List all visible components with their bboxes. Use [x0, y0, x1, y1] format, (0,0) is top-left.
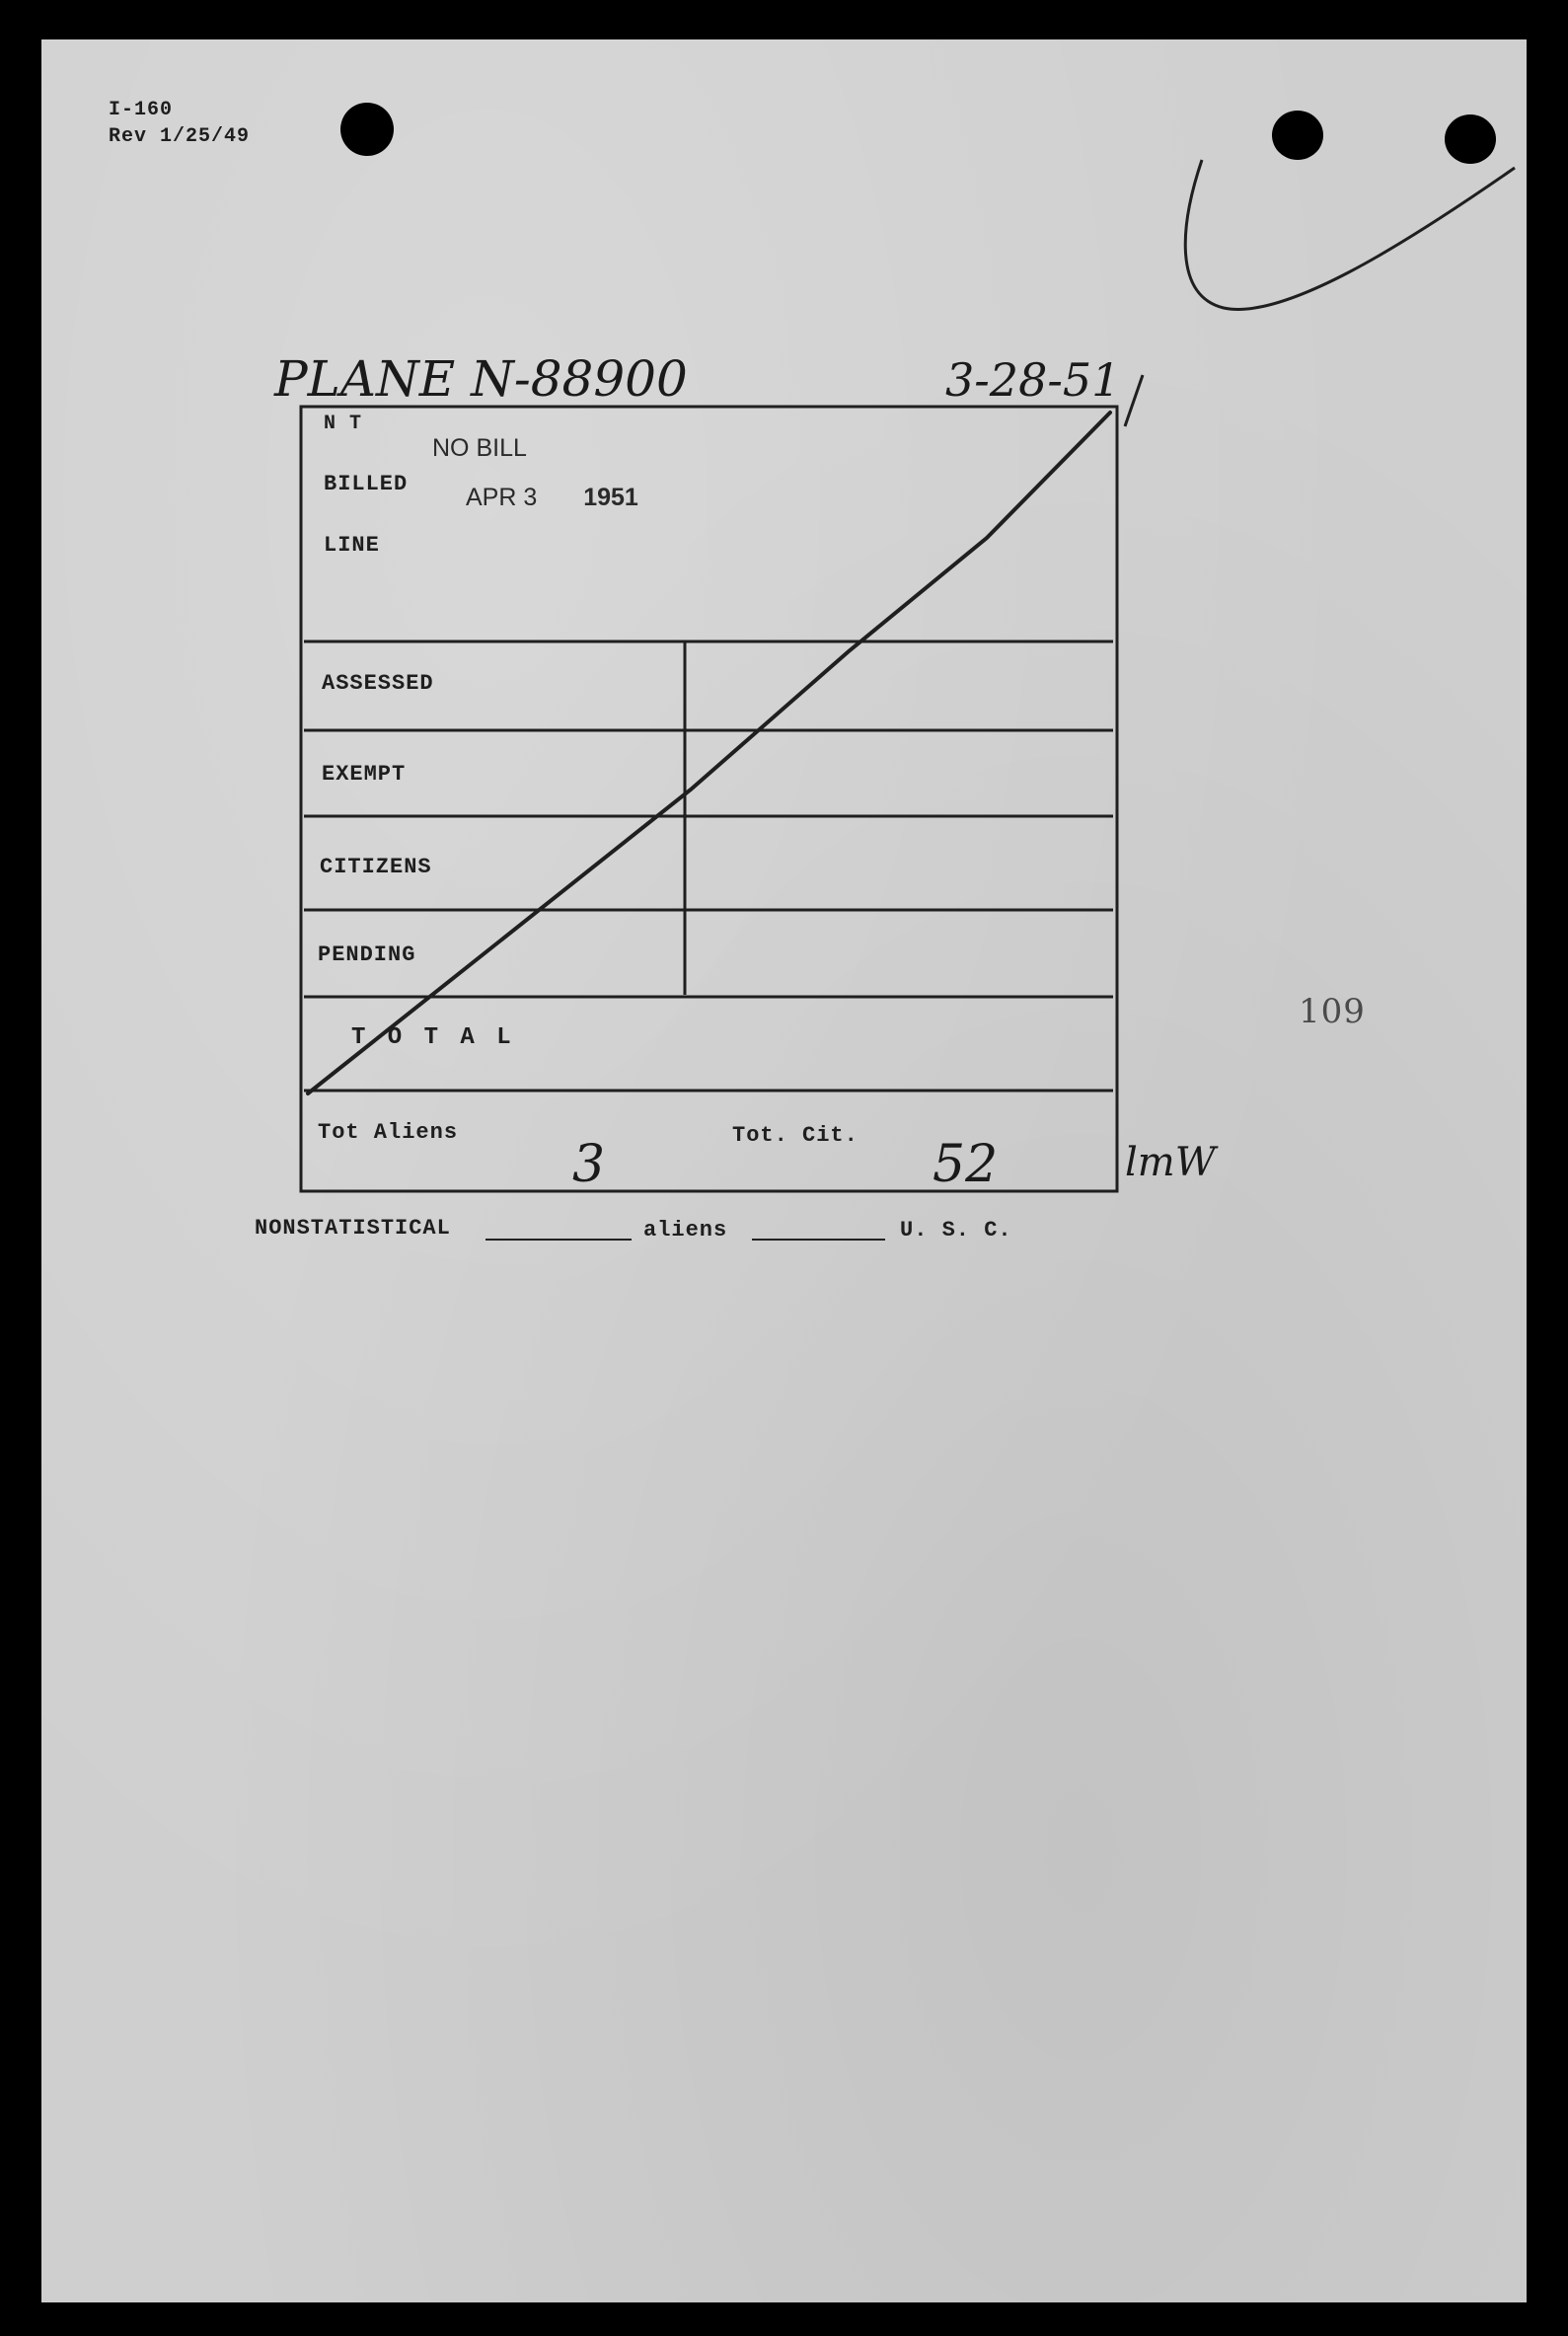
handwritten-plane-number: PLANE N-88900: [274, 350, 688, 408]
footer-nonstatistical: NONSTATISTICAL: [255, 1216, 451, 1241]
label-total: T O T A L: [351, 1024, 515, 1051]
label-billed: BILLED: [324, 472, 409, 496]
label-tot-aliens: Tot Aliens: [318, 1120, 459, 1145]
label-assessed: ASSESSED: [322, 671, 434, 696]
label-pending: PENDING: [318, 942, 416, 967]
footer-usc: U. S. C.: [900, 1218, 1012, 1243]
label-exempt: EXEMPT: [322, 762, 407, 787]
footer-aliens: aliens: [643, 1218, 728, 1243]
form-code-line2: Rev 1/25/49: [109, 125, 251, 148]
stamp-no-bill: NO BILL: [432, 434, 527, 462]
label-citizens: CITIZENS: [320, 855, 432, 879]
stamp-year: 1951: [583, 484, 638, 511]
form-code-line1: I-160: [109, 99, 174, 121]
handwritten-date: 3-28-51: [945, 353, 1121, 407]
stamp-date: [466, 484, 638, 512]
footer-blank-1: [485, 1239, 632, 1241]
footer-blank-2: [752, 1239, 885, 1241]
page-number: 109: [1299, 992, 1366, 1031]
label-line: LINE: [324, 533, 380, 558]
stamp-month-day: APR 3: [466, 484, 538, 511]
label-nt: N T: [324, 413, 363, 435]
label-tot-cit: Tot. Cit.: [732, 1123, 859, 1148]
handwritten-tot-cit: 52: [933, 1135, 999, 1194]
handwritten-initials: lmW: [1125, 1140, 1216, 1185]
handwritten-tot-aliens: 3: [572, 1135, 606, 1194]
